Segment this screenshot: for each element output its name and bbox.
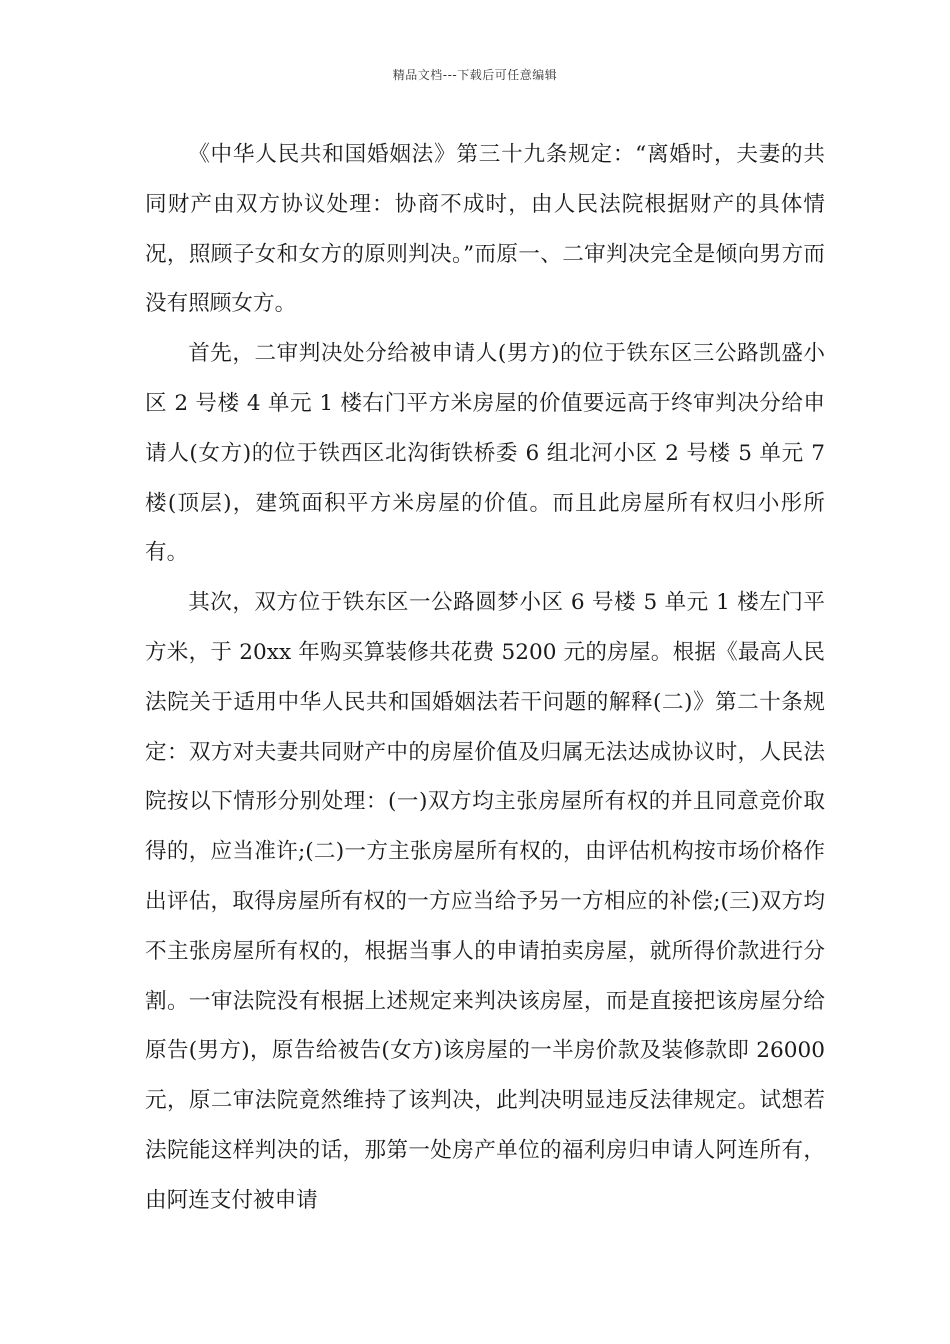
document-body <box>145 130 825 1226</box>
page-header: 精品文档---下载后可任意编辑 <box>392 68 558 82</box>
paragraph-second-property: 其次，双方位于铁东区一公路圆梦小区 6 号楼 5 单元 1 楼左门平方米，于 20xx 年购买算装修共花费 5200 元的房屋。根据《最高人民法院关于适用中华人民共和国婚姻法若干问题的解释(二)》第二十条规定：双方对夫妻共同财产中的房屋价值及归属无法达成协议时，人民法院按以下情形分别处理：(一)双方均主张房屋所有权的并且同意竞价取得的，应当准许;(二)一方主张房屋所有权的，由评估机构按市场价格作出评估，取得房屋所有权的一方应当给予另一方相应的补偿;(三)双方均不主张房屋所有权的，根据当事人的申请拍卖房屋，就所得价款进行分割。一审法院没有根据上述规定来判决该房屋，而是直接把该房屋分给原告(男方)，原告给被告(女方)该房屋的一半房价款及装修款即 26000 元，原二审法院竟然维持了该判决，此判决明显违反法律规定。试想若法院能这样判决的话，那第一处房产单位的福利房归申请人阿连所有，由阿连支付被申请 <box>145 590 825 1213</box>
paragraph-marriage-law-article-39: 《中华人民共和国婚姻法》第三十九条规定：“离婚时，夫妻的共同财产由双方协议处理：协商不成时，由人民法院根据财产的具体情况，照顾子女和女方的原则判决。”而原一、二审判决完全是倾向男方而没有照顾女方。 <box>145 142 825 317</box>
paragraph-first-property: 首先，二审判决处分给被申请人(男方)的位于铁东区三公路凯盛小区 2 号楼 4 单元 1 楼右门平方米房屋的价值要远高于终审判决分给申请人(女方)的位于铁西区北沟街铁桥委 6 组北河小区 2 号楼 5 单元 7 楼(顶层)，建筑面积平方米房屋的价值。而且此房屋所有权归小彤所有。 <box>145 341 825 566</box>
